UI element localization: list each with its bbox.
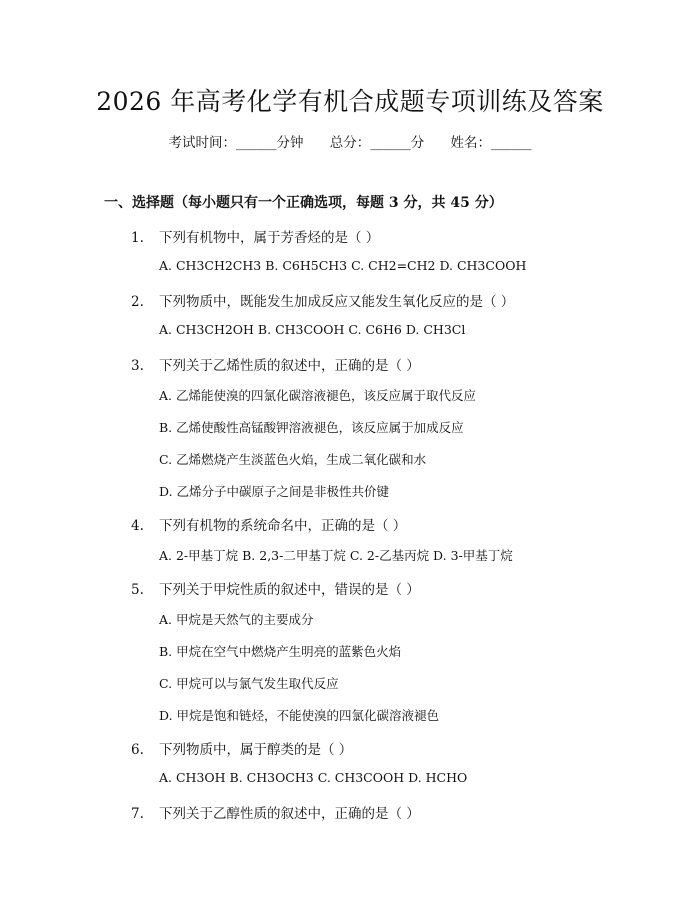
question-number: 5. <box>131 582 144 598</box>
question-3-option-c: C. 乙烯燃烧产生淡蓝色火焰，生成二氧化碳和水 <box>159 452 427 467</box>
question-text: 下列物质中，既能发生加成反应又能发生氧化反应的是（ ） <box>159 294 515 310</box>
question-number: 4. <box>131 518 144 534</box>
question-2-options: A. CH3CH2OH B. CH3COOH C. C6H6 D. CH3Cl <box>159 322 466 337</box>
question-5-option-a: A. 甲烷是天然气的主要成分 <box>159 612 314 627</box>
question-number: 3. <box>131 358 144 374</box>
question-5 <box>131 578 420 598</box>
question-3 <box>131 354 420 374</box>
question-5-option-c: C. 甲烷可以与氯气发生取代反应 <box>159 676 339 691</box>
question-number: 7. <box>131 806 144 822</box>
question-text: 下列有机物的系统命名中，正确的是（ ） <box>159 518 407 534</box>
question-number: 2. <box>131 294 144 310</box>
question-4-options: A. 2-甲基丁烷 B. 2,3-二甲基丁烷 C. 2-乙基丙烷 D. 3-甲基丁烷 <box>159 548 513 563</box>
question-text: 下列有机物中，属于芳香烃的是（ ） <box>159 230 380 246</box>
exam-time-field: 考试时间：______分钟 <box>168 135 304 151</box>
question-text: 下列物质中，属于醇类的是（ ） <box>159 742 353 758</box>
question-6 <box>131 738 352 758</box>
question-7 <box>131 802 420 822</box>
total-score-field: 总分：______分 <box>329 135 425 151</box>
question-number: 6. <box>131 742 144 758</box>
question-1-options: A. CH3CH2CH3 B. C6H5CH3 C. CH2=CH2 D. CH3COOH <box>159 258 527 273</box>
question-text: 下列关于甲烷性质的叙述中，错误的是（ ） <box>159 582 420 598</box>
question-4 <box>131 514 406 534</box>
question-2 <box>131 290 514 310</box>
section-heading: 一、选择题（每小题只有一个正确选项，每题 3 分，共 45 分） <box>104 195 503 211</box>
question-3-option-a: A. 乙烯能使溴的四氯化碳溶液褪色，该反应属于取代反应 <box>159 388 476 403</box>
question-5-option-d: D. 甲烷是饱和链烃，不能使溴的四氯化碳溶液褪色 <box>159 708 440 723</box>
question-3-option-b: B. 乙烯使酸性高锰酸钾溶液褪色，该反应属于加成反应 <box>159 420 464 435</box>
student-name-field: 姓名：______ <box>450 135 532 151</box>
question-text: 下列关于乙醇性质的叙述中，正确的是（ ） <box>159 806 420 822</box>
question-6-options: A. CH3OH B. CH3OCH3 C. CH3COOH D. HCHO <box>159 770 468 785</box>
page-title: 2026 年高考化学有机合成题专项训练及答案 <box>96 87 604 116</box>
question-1 <box>131 226 379 246</box>
question-3-option-d: D. 乙烯分子中碳原子之间是非极性共价键 <box>159 484 390 499</box>
question-text: 下列关于乙烯性质的叙述中，正确的是（ ） <box>159 358 420 374</box>
question-number: 1. <box>131 230 144 246</box>
question-5-option-b: B. 甲烷在空气中燃烧产生明亮的蓝紫色火焰 <box>159 644 402 659</box>
exam-meta <box>0 131 700 151</box>
